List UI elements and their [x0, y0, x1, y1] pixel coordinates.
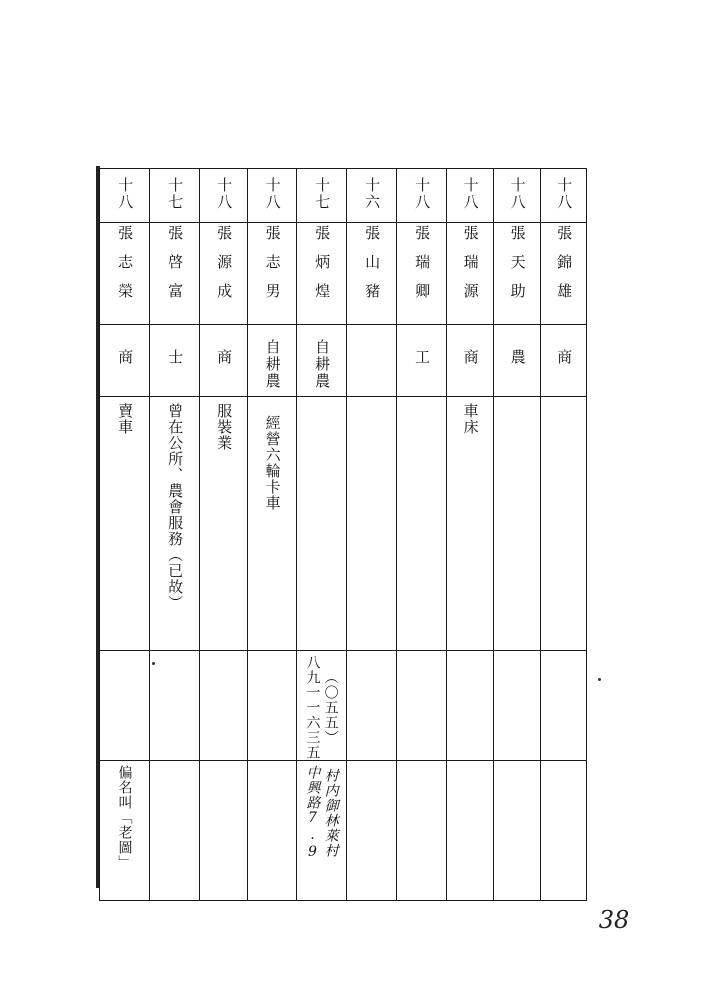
name-cell: 張山豬	[347, 223, 397, 325]
remark-row	[100, 761, 587, 901]
name-cell: 張瑞卿	[397, 223, 447, 325]
register-table	[99, 168, 587, 901]
phone-cell: （〇五五） 八九一一六三五	[297, 651, 347, 761]
name-cell: 張源成	[200, 223, 248, 325]
age-cell: 十八	[397, 169, 447, 223]
occupation-cell: 工	[397, 325, 447, 397]
phone-cell	[541, 651, 587, 761]
note-cell	[494, 397, 541, 651]
note-cell: 服裝業	[200, 397, 248, 651]
phone-cell	[150, 651, 200, 761]
name-cell: 張啓富	[150, 223, 200, 325]
page-number: 38	[598, 906, 630, 934]
phone-cell	[200, 651, 248, 761]
note-row	[100, 397, 587, 651]
age-cell: 十六	[347, 169, 397, 223]
remark-cell	[541, 761, 587, 901]
note-cell: 經營六輪卡車	[248, 397, 297, 651]
name-cell: 張天助	[494, 223, 541, 325]
phone-row	[100, 651, 587, 761]
occupation-cell: 商	[541, 325, 587, 397]
remark-cell	[447, 761, 494, 901]
note-cell: 車床	[447, 397, 494, 651]
note-cell	[297, 397, 347, 651]
phone-cell	[347, 651, 397, 761]
phone-cell	[494, 651, 541, 761]
name-cell: 張志榮	[100, 223, 150, 325]
occupation-cell: 自耕農	[248, 325, 297, 397]
age-cell: 十八	[447, 169, 494, 223]
age-row	[100, 169, 587, 223]
remark-cell	[347, 761, 397, 901]
name-cell: 張炳煌	[297, 223, 347, 325]
phone-cell	[100, 651, 150, 761]
remark-cell	[150, 761, 200, 901]
phone-cell	[248, 651, 297, 761]
note-cell	[397, 397, 447, 651]
occupation-cell: 士	[150, 325, 200, 397]
remark-cell	[494, 761, 541, 901]
phone-cell	[447, 651, 494, 761]
note-cell: 曾在公所、農會服務（已故）	[150, 397, 200, 651]
note-cell: 賣車	[100, 397, 150, 651]
age-cell: 十八	[200, 169, 248, 223]
note-cell	[541, 397, 587, 651]
occupation-cell: 商	[100, 325, 150, 397]
occupation-cell: 商	[200, 325, 248, 397]
age-cell: 十七	[297, 169, 347, 223]
remark-cell	[248, 761, 297, 901]
ink-speck	[598, 678, 601, 681]
occupation-cell: 自耕農	[297, 325, 347, 397]
occupation-row	[100, 325, 587, 397]
phone-cell	[397, 651, 447, 761]
remark-cell	[397, 761, 447, 901]
remark-cell	[200, 761, 248, 901]
age-cell: 十八	[248, 169, 297, 223]
note-cell	[347, 397, 397, 651]
name-row	[100, 223, 587, 325]
remark-cell: 村内御林萊村 中興路7.9	[297, 761, 347, 901]
occupation-cell: 商	[447, 325, 494, 397]
name-cell: 張瑞源	[447, 223, 494, 325]
age-cell: 十八	[100, 169, 150, 223]
remark-cell: 偏名叫「老圖」	[100, 761, 150, 901]
name-cell: 張志男	[248, 223, 297, 325]
occupation-cell	[347, 325, 397, 397]
occupation-cell: 農	[494, 325, 541, 397]
age-cell: 十八	[494, 169, 541, 223]
age-cell: 十八	[541, 169, 587, 223]
name-cell: 張錦雄	[541, 223, 587, 325]
age-cell: 十七	[150, 169, 200, 223]
ink-speck	[152, 662, 155, 665]
